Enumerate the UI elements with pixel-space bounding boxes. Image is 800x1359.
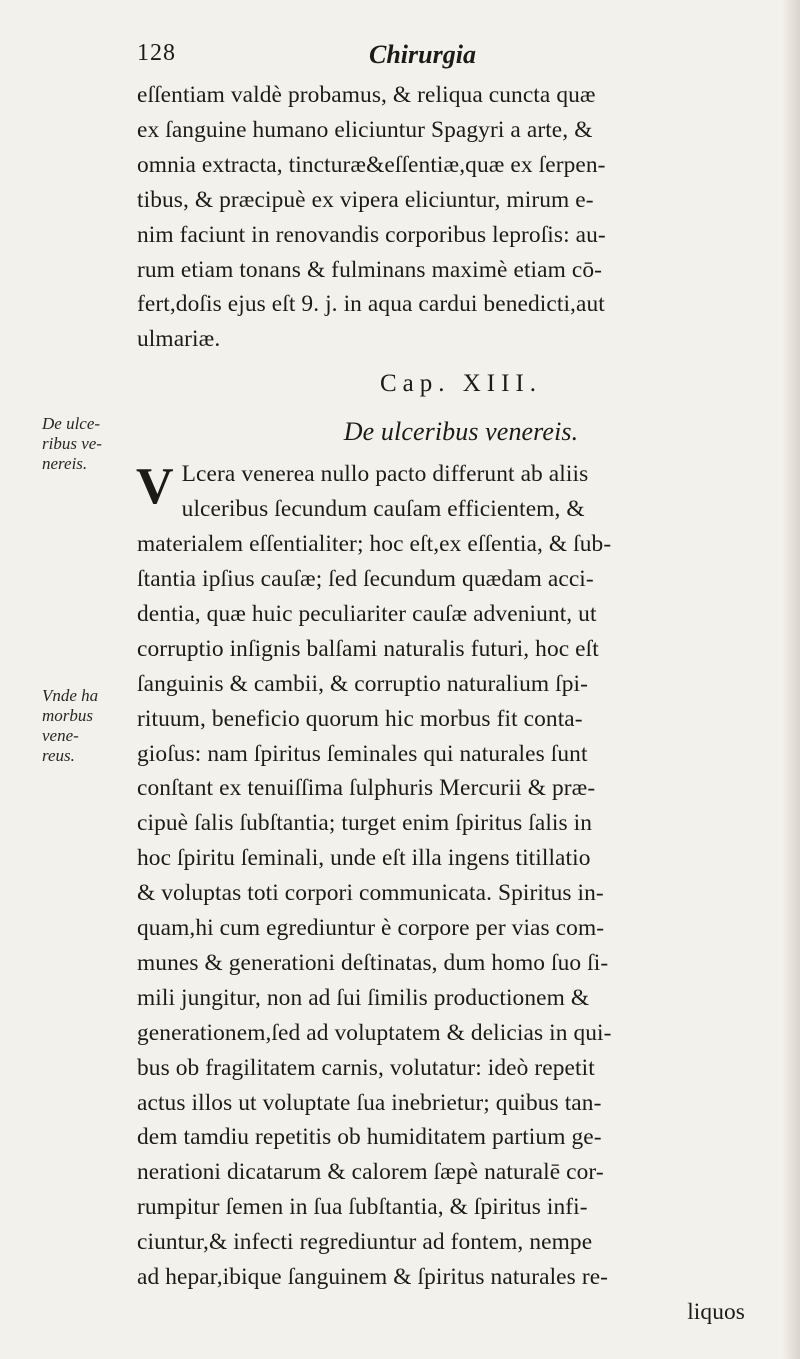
text-line: bus ob fragilitatem carnis, volutatur: ideò repetit <box>137 1054 595 1081</box>
text-line: hoc ſpiritu ſeminali, unde eſt illa ingens titillatio <box>137 845 591 872</box>
margin-note-de-ulceribus <box>42 414 102 474</box>
paragraph-previous <box>137 78 785 357</box>
margin-note-unde-morbus <box>42 686 98 766</box>
text-line: & voluptas toti corpori communicata. Spiritus in- <box>137 880 604 907</box>
margin-note-line: De ulce- <box>42 414 101 433</box>
text-line: dentia, quæ huic peculiariter cauſæ adveniunt, ut <box>137 600 597 627</box>
text-line: ulceribus ſecundum cauſam efficientem, & <box>181 496 585 523</box>
chapter-title: De ulceribus venereis. <box>343 417 579 447</box>
margin-note-line: Vnde ha <box>42 686 99 705</box>
text-line: generationem,ſed ad voluptatem & delicias in qui- <box>137 1019 612 1046</box>
text-line: ſtantia ipſius cauſæ; ſed ſecundum quædam acci- <box>137 565 594 592</box>
text-line: munes & generationi deſtinatas, dum homo ſuo ſi- <box>137 949 609 976</box>
text-line: fert,doſis ejus eſt 9. j. in aqua cardui benedicti,aut <box>137 291 605 318</box>
text-line: ulmariæ. <box>137 326 221 353</box>
text-line: nerationi dicatarum & calorem ſæpè naturalē cor- <box>137 1159 604 1186</box>
margin-note-line: ribus ve- <box>42 434 102 453</box>
drop-cap: V <box>136 458 174 516</box>
text-line: mili jungitur, non ad ſui ſimilis productionem & <box>137 984 590 1011</box>
text-line: ſanguinis & cambii, & corruptio naturalium ſpi- <box>137 670 588 697</box>
text-line: ad hepar,ibique ſanguinem & ſpiritus naturales re- <box>137 1264 609 1291</box>
text-line: corruptio inſignis balſami naturalis futuri, hoc eſt <box>137 635 599 662</box>
text-line: omnia extracta, tincturæ&eſſentiæ,quæ ex ſerpen- <box>137 151 606 178</box>
text-line: ciuntur,& infecti regrediuntur ad fontem, nempe <box>137 1229 593 1256</box>
text-line: nim faciunt in renovandis corporibus leproſis: au- <box>137 221 606 248</box>
margin-note-line: morbus <box>42 706 94 725</box>
text-line: ex ſanguine humano eliciuntur Spagyri a arte, & <box>137 116 593 143</box>
text-line: dem tamdiu repetitis ob humiditatem partium ge- <box>137 1124 602 1151</box>
running-title: Chirurgia <box>369 40 476 69</box>
text-line: actus illos ut voluptate ſua inebrietur; quibus tan- <box>137 1089 602 1116</box>
text-line: tibus, & præcipuè ex vipera eliciuntur, mirum e- <box>137 186 594 213</box>
margin-note-line: nereis. <box>42 454 88 473</box>
margin-note-line: vene- <box>42 726 79 745</box>
text-line: gioſus: nam ſpiritus ſeminales qui naturales ſunt <box>137 740 588 767</box>
text-line: eſſentiam valdè probamus, & reliqua cuncta quæ <box>137 82 596 108</box>
margin-note-line: reus. <box>42 746 75 765</box>
catchword: liquos <box>687 1299 745 1325</box>
paragraph-main <box>137 457 785 1330</box>
text-line: rumpitur ſemen in ſua ſubſtantia, & ſpiritus infi- <box>137 1194 588 1221</box>
text-line: rum etiam tonans & fulminans maximè etiam cō- <box>137 256 603 283</box>
page-number: 128 <box>137 40 176 66</box>
text-line: quam,hi cum egrediuntur è corpore per vias com- <box>137 915 605 942</box>
body-text <box>137 78 785 1330</box>
text-line: conſtant ex tenuiſſima ſulphuris Mercurii & præ- <box>137 775 596 802</box>
text-line: cipuè ſalis ſubſtantia; turget enim ſpiritus ſalis in <box>137 810 593 837</box>
chapter-heading: Cap. XIII. <box>379 370 543 398</box>
text-line: materialem eſſentialiter; hoc eſt,ex eſſentia, & ſub- <box>137 531 612 558</box>
page-header <box>137 40 677 76</box>
text-line: Lcera venerea nullo pacto differunt ab aliis <box>181 461 589 488</box>
text-line: rituum, beneficio quorum hic morbus fit conta- <box>137 705 583 732</box>
